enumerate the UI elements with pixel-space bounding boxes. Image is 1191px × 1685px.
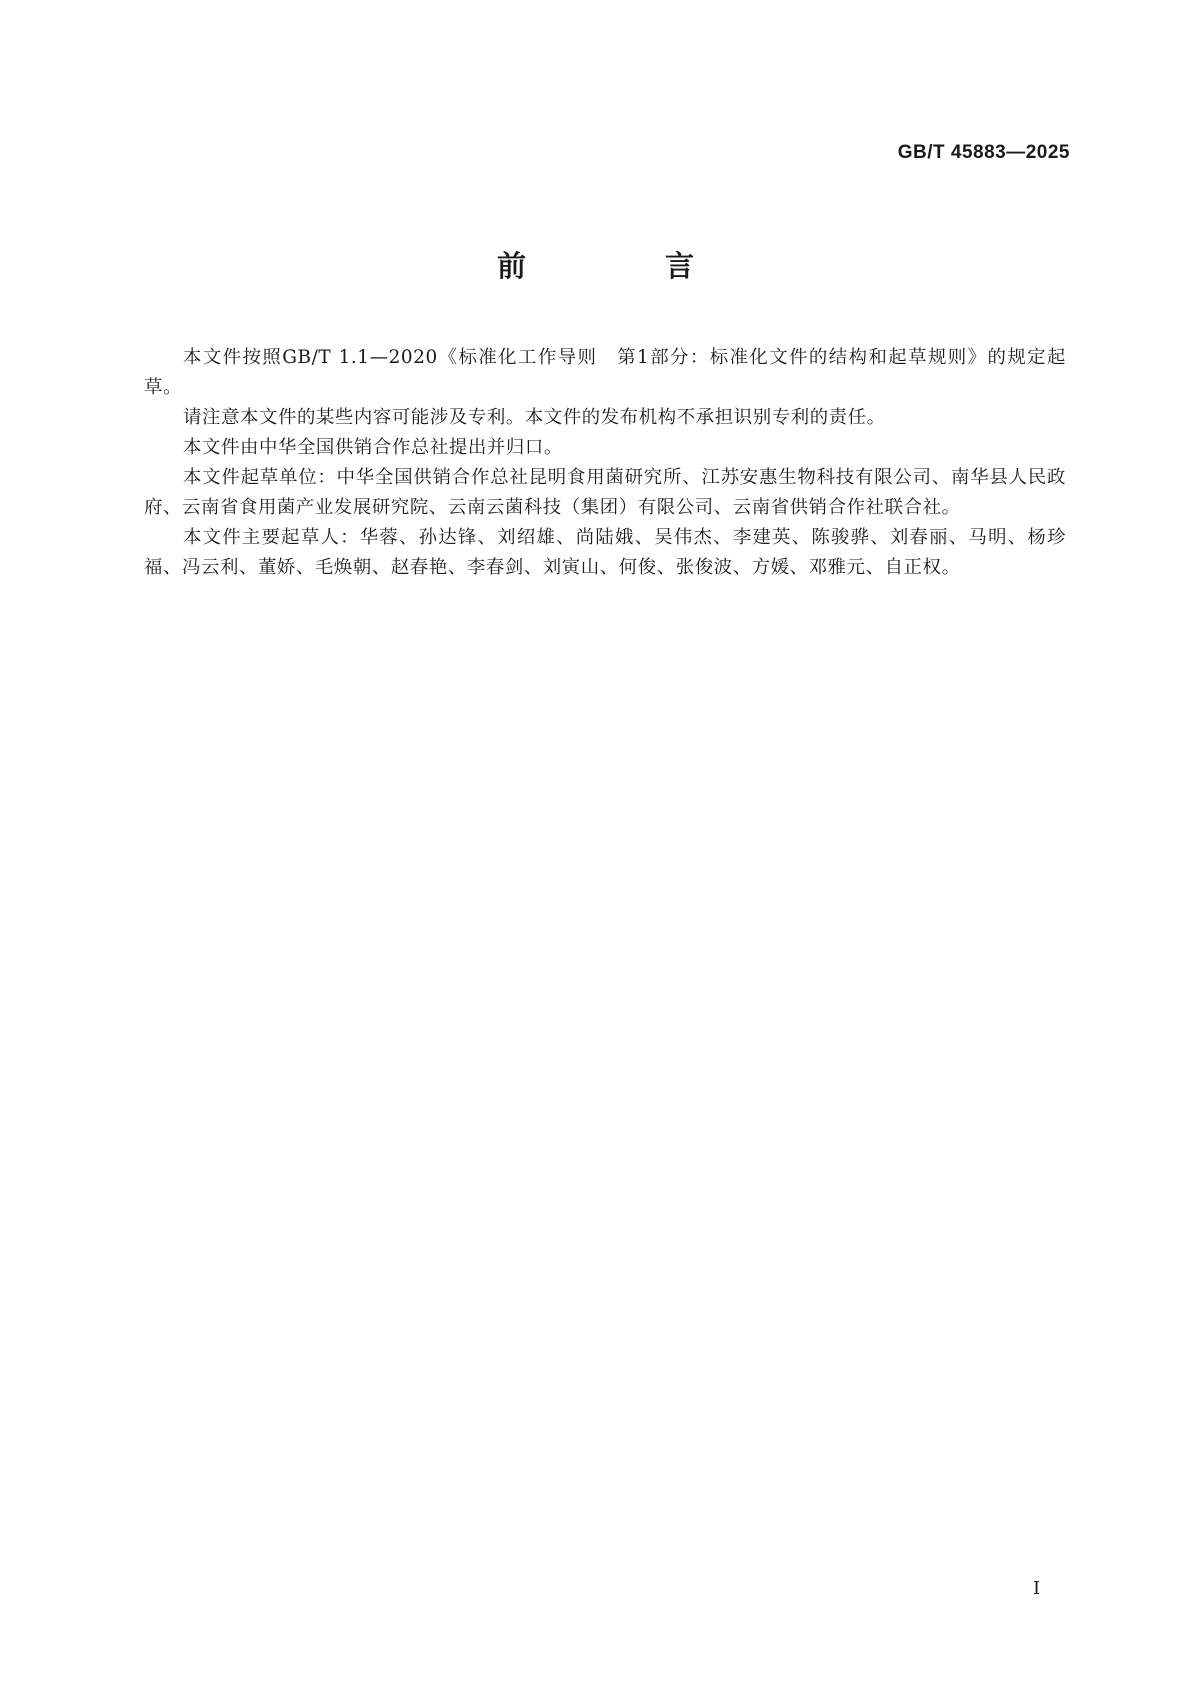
paragraph-proposer: 本文件由中华全国供销合作总社提出并归口。 <box>183 437 563 458</box>
foreword-body <box>144 343 1066 583</box>
paragraph-drafters: 本文件主要起草人：华蓉、孙达锋、刘绍雄、尚陆娥、吴伟杰、李建英、陈骏骅、刘春丽、马明、杨珍福、冯云利、董娇、毛焕朝、赵春艳、李春剑、刘寅山、何俊、张俊波、方媛、邓雅元、自正权。 <box>144 527 1066 578</box>
page-number: I <box>1033 1578 1041 1599</box>
paragraph-drafting-rules: 本文件按照GB/T 1.1—2020《标准化工作导则 第1部分：标准化文件的结构和起草规则》的规定起草。 <box>144 347 1066 398</box>
standard-number: GB/T 45883—2025 <box>897 142 1070 163</box>
page-title: 前 言 <box>496 249 749 283</box>
paragraph-patent-notice: 请注意本文件的某些内容可能涉及专利。本文件的发布机构不承担识别专利的责任。 <box>183 407 886 428</box>
paragraph-drafting-units: 本文件起草单位：中华全国供销合作总社昆明食用菌研究所、江苏安惠生物科技有限公司、南华县人民政府、云南省食用菌产业发展研究院、云南云菌科技（集团）有限公司、云南省供销合作社联合社。 <box>144 467 1066 518</box>
